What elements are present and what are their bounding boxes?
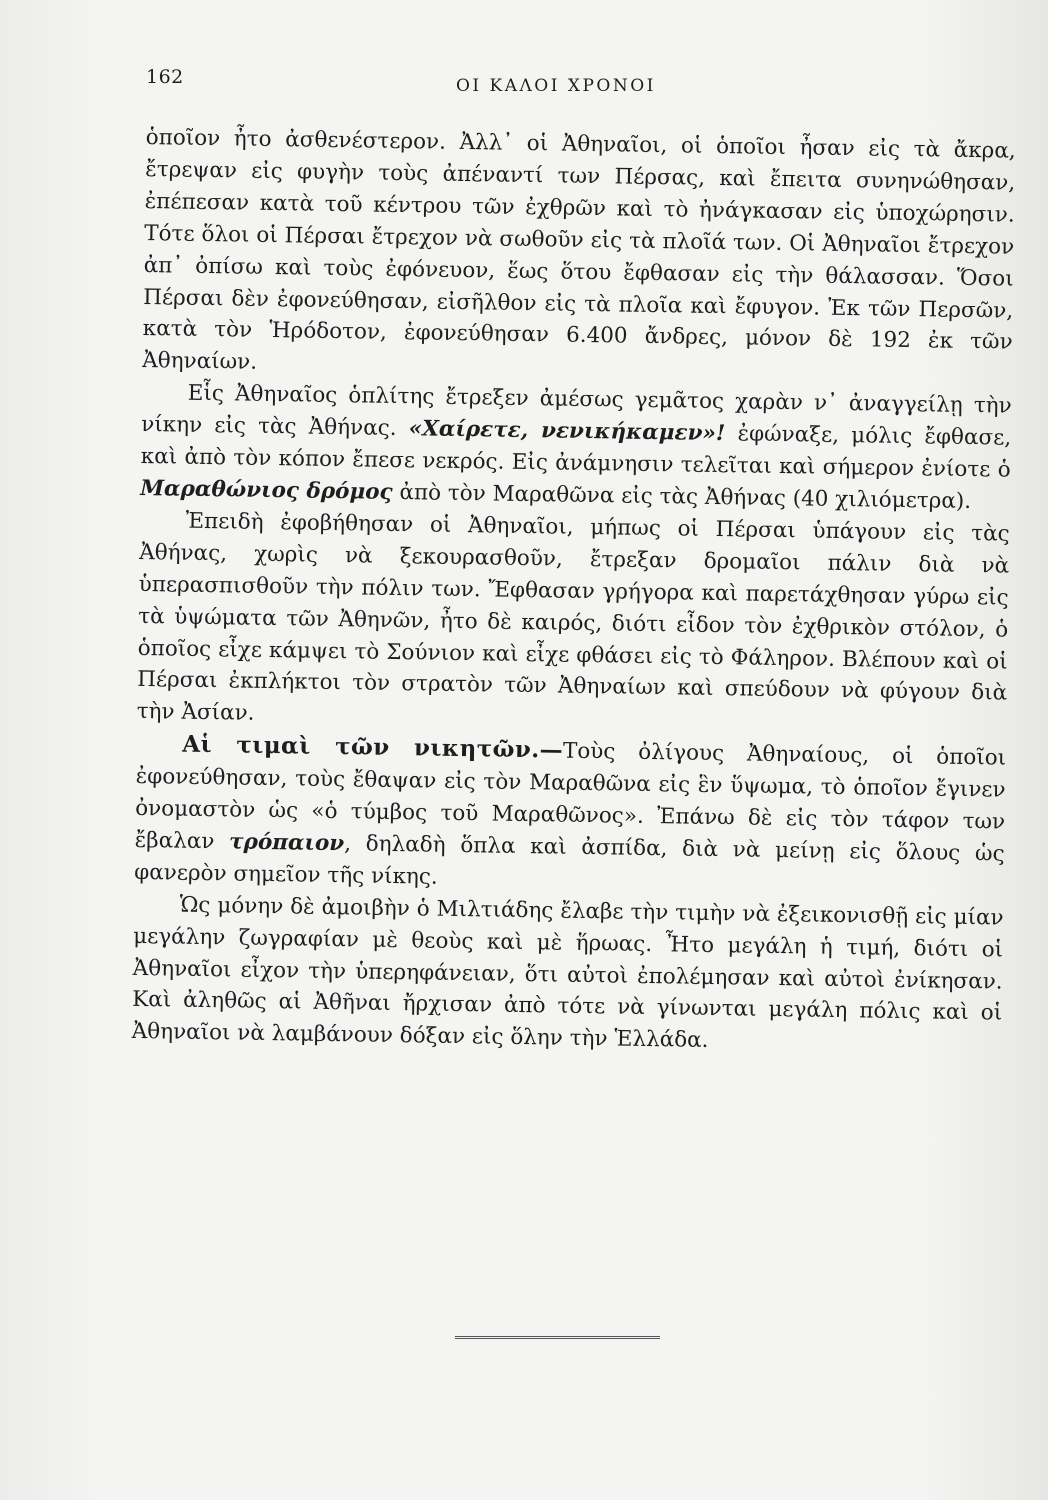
paragraph-honors <box>134 728 1006 902</box>
paragraph-marathon-runner <box>140 377 1012 518</box>
paragraph-miltiades: Ὡς μόνην δὲ ἀμοιβὴν ὁ Μιλτιάδης ἔλαβε τὴν τιμὴν νὰ ἐξεικονισθῇ εἰς μίαν μεγάλην ζωγραφίαν μὲ θεοὺς καὶ μὲ ἥρωας. Ἦτο μεγάλη ἡ τιμή, διότι οἱ Ἀθηναῖοι εἶχον τὴν ὑπερηφάνειαν, ὅτι αὐτοὶ ἐπολέμησαν καὶ αὐτοὶ ἐνίκησαν. Καὶ ἀληθῶς αἱ Ἀθῆναι ἤρχισαν ἀπὸ τότε νὰ γίνωνται μεγάλη πόλις καὶ οἱ Ἀθηναῖοι νὰ λαμβάνουν δόξαν εἰς ὅλην τὴν Ἑλλάδα. <box>131 892 1004 1054</box>
end-rule <box>455 1336 660 1339</box>
section-heading: Αἱ τιμαὶ τῶν νικητῶν.— <box>182 730 564 764</box>
runner-text-2: ἐφώναξε, μόλις ἔφθασε, καὶ ἀπὸ τὸν κόπον ἔπεσε νεκρός. Εἰς ἀνάμνησιν τελεῖται καὶ σήμερον ἐνίοτε ὁ <box>140 421 1012 483</box>
trophy-term: τρόπαιον <box>228 829 345 857</box>
marathon-race-term: Μαραθώνιος δρόμος <box>140 475 393 505</box>
body-text <box>131 122 1015 1062</box>
running-title: ΟΙ ΚΑΛΟΙ ΧΡΟΝΟΙ <box>456 76 656 96</box>
honors-text-1: Τοὺς ὀλίγους Ἀθηναίους, οἱ ὁποῖοι ἐφονεύθησαν, τοὺς ἔθαψαν εἰς τὸν Μαραθῶνα εἰς ἓν ὕψωμα, τὸ ὁποῖον ἔγινεν ὀνομαστὸν ὡς «ὁ τύμβος τοῦ Μαραθῶνος». Ἐπάνω δὲ εἰς τὸν τάφον των ἔβαλαν <box>134 738 1007 855</box>
page-header <box>146 66 966 100</box>
paragraph-battle-outcome: ὁποῖον ἦτο ἀσθενέστερον. Ἀλλ᾽ οἱ Ἀθηναῖοι, οἱ ὁποῖοι ἦσαν εἰς τὰ ἄκρα, ἔτρεψαν εἰς φυγὴν τοὺς ἀπέναντί των Πέρσας, καὶ ἔπειτα συνηνώθησαν, ἐπέπεσαν κατὰ τοῦ κέντρου τῶν ἐχθρῶν καὶ τὸ ἠνάγκασαν εἰς ὑποχώρησιν. Τότε ὅλοι οἱ Πέρσαι ἔτρεχον νὰ σωθοῦν εἰς τὰ πλοῖά των. Οἱ Ἀθηναῖοι ἔτρεχον ἀπ᾽ ὀπίσω καὶ τοὺς ἐφόνευον, ἕως ὅτου ἔφθασαν εἰς τὴν θάλασσαν. Ὅσοι Πέρσαι δὲν ἐφονεύθησαν, εἰσῆλθον εἰς τὰ πλοῖα καὶ ἔφυγον. Ἐκ τῶν Περσῶν, κατὰ τὸν Ἡρόδοτον, ἐφονεύθησαν 6.400 ἄνδρες, μόνον δὲ 192 ἐκ τῶν Ἀθηναίων. <box>142 124 1016 376</box>
runner-text-3: ἀπὸ τὸν Μαραθῶνα εἰς τὰς Ἀθήνας (40 χιλιόμετρα). <box>392 479 972 514</box>
paragraph-defense-of-athens: Ἐπειδὴ ἐφοβήθησαν οἱ Ἀθηναῖοι, μήπως οἱ Πέρσαι ὑπάγουν εἰς τὰς Ἀθήνας, χωρὶς νὰ ξεκουρασθοῦν, ἔτρεξαν δρομαῖοι πάλιν διὰ νὰ ὑπερασπισθοῦν τὴν πόλιν των. Ἔφθασαν γρήγορα καὶ παρετάχθησαν γύρω εἰς τὰ ὑψώματα τῶν Ἀθηνῶν, ἦτο δὲ καιρός, διότι εἶδον τὸν ἐχθρικὸν στόλον, ὁ ὁποῖος εἶχε κάμψει τὸ Σούνιον καὶ εἶχε φθάσει εἰς τὸ Φάληρον. Βλέπουν καὶ οἱ Πέρσαι ἐκπλήκτοι τὸν στρατὸν τῶν Ἀθηναίων καὶ σπεύδουν νὰ φύγουν διὰ τὴν Ἀσίαν. <box>136 508 1010 727</box>
quote-nenikikamen: «Χαίρετε, νενικήκαμεν»! <box>408 416 726 447</box>
runner-text-1: Εἷς Ἀθηναῖος ὁπλίτης ἔτρεξεν ἀμέσως γεμᾶτος χαρὰν ν᾽ ἀναγγείλῃ τὴν νίκην εἰς τὰς Ἀθήνας. <box>141 380 1012 442</box>
honors-text-2: , δηλαδὴ ὅπλα καὶ ἀσπίδα, διὰ νὰ μείνῃ εἰς ὅλους ὡς φανερὸν σημεῖον τῆς νίκης. <box>134 831 1005 890</box>
page-number: 162 <box>146 66 184 88</box>
